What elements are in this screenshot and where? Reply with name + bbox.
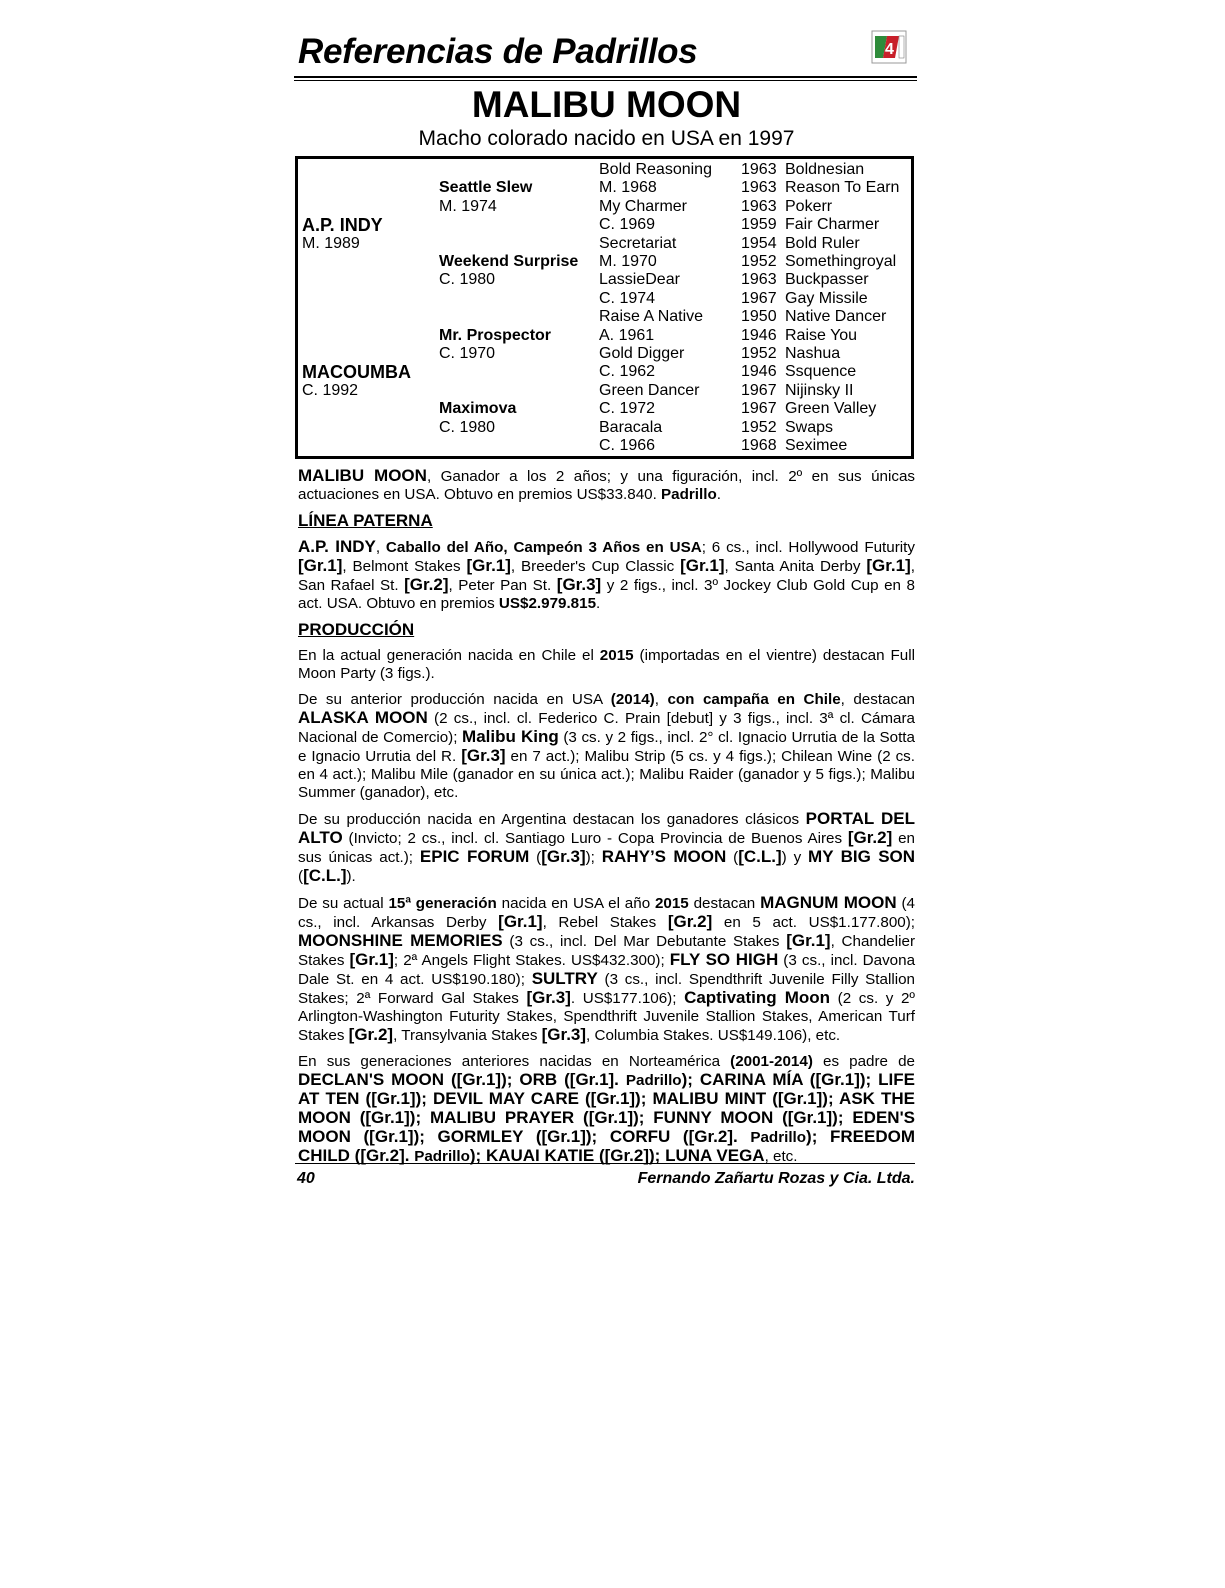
pedigree-gen3-info: A. 1961 — [599, 326, 655, 344]
pedigree-gen4-name: Bold Ruler — [785, 234, 860, 252]
pedigree-gen3-name: Green Dancer — [599, 381, 700, 399]
pedigree-gen2-info: C. 1970 — [439, 345, 496, 362]
pedigree-gen4-year: 1954 — [741, 234, 777, 252]
pedigree-gen3-info: C. 1969 — [599, 216, 656, 234]
horse-subtitle: Macho colorado nacido en USA en 1997 — [418, 127, 795, 150]
summary-paragraph: MALIBU MOON, Ganador a los 2 años; y una figuración, incl. 2º en sus únicas actuaciones en USA. Obtuvo en premios US$33.840. Padrillo. — [298, 466, 915, 503]
summary-horse-name: MALIBU MOON — [298, 466, 427, 485]
pedigree-sire: A.P. INDY — [302, 215, 383, 236]
page-footer — [295, 1163, 915, 1187]
pedigree-gen2-name: Weekend Surprise — [439, 253, 579, 270]
pedigree-gen4-year: 1967 — [741, 381, 777, 399]
pedigree-gen4-year: 1968 — [741, 437, 777, 454]
header-rule — [294, 76, 917, 78]
pedigree-gen4-name: Green Valley — [785, 400, 877, 418]
pedigree-gen4-year: 1963 — [741, 161, 777, 178]
pedigree-dam-info: C. 1992 — [302, 381, 359, 399]
page-header — [298, 28, 915, 80]
pedigree-gen4-name: Seximee — [785, 437, 848, 454]
pedigree-gen3-info: C. 1974 — [599, 289, 656, 307]
pedigree-gen3-info: C. 1972 — [599, 400, 656, 418]
pedigree-gen4-year: 1946 — [741, 363, 777, 381]
logo-icon — [871, 30, 907, 64]
pedigree-gen3-name: Gold Digger — [599, 345, 685, 362]
pedigree-gen4-year: 1963 — [741, 197, 777, 215]
pedigree-gen3-name: Bold Reasoning — [599, 161, 712, 178]
pedigree-gen3-name: Raise A Native — [599, 308, 704, 326]
pedigree-gen2-name: Mr. Prospector — [439, 326, 552, 344]
pedigree-gen4-name: Buckpasser — [785, 271, 869, 289]
produccion-paragraph-3: De su producción nacida en Argentina destacan los ganadores clásicos PORTAL DEL ALTO (Invicto; 2 cs., incl. cl. Santiago Luro - Copa Provincia de Buenos Aires [Gr.2] en sus únicas act.); EPIC FORUM ([Gr.3]); RAHY’S MOON ([C.L.]) y MY BIG SON ([C.L.]). — [298, 809, 916, 885]
pedigree-gen3-name: LassieDear — [599, 271, 680, 289]
pedigree-gen2-info: C. 1980 — [439, 271, 496, 289]
pedigree-gen3-info: M. 1968 — [599, 179, 657, 197]
pedigree-gen4-year: 1959 — [741, 216, 777, 234]
pedigree-gen3-info: M. 1970 — [599, 253, 657, 270]
pedigree-gen3-name: Secretariat — [599, 234, 677, 252]
pedigree-gen4-name: Raise You — [785, 326, 858, 344]
pedigree-gen4-name: Fair Charmer — [785, 216, 880, 234]
pedigree-gen4-name: Nashua — [785, 345, 841, 362]
page-title: Referencias de Padrillos — [298, 32, 698, 71]
produccion-paragraph-5: En sus generaciones anteriores nacidas en Norteamérica (2001-2014) es padre de DECLAN'S MOON ([Gr.1]); ORB ([Gr.1]. Padrillo); CARINA MÍA ([Gr.1]); LIFE AT TEN ([Gr.1]); DEVIL MAY CARE ([Gr.1]); MALIBU MINT ([Gr.1]); ASK THE MOON ([Gr.1]); MALIBU PRAYER ([Gr.1]); FUNNY MOON ([Gr.1]); EDEN'S MOON ([Gr.1]); GORMLEY ([Gr.1]); CORFU ([Gr.2]. Padrillo); FREEDOM CHILD ([Gr.2]. Padrillo); KAUAI KATIE ([Gr.2]); LUNA VEGA, etc. — [298, 1053, 916, 1165]
section-title-produccion: PRODUCCIÓN — [298, 620, 415, 639]
pedigree-gen2-info: C. 1980 — [439, 418, 496, 436]
footer-company: Fernando Zañartu Rozas y Cia. Ltda. — [637, 1170, 915, 1187]
pedigree-gen4-name: Pokerr — [785, 197, 833, 215]
pedigree-gen4-year: 1946 — [741, 326, 777, 344]
pedigree-table — [295, 156, 914, 459]
pedigree-dam: MACOUMBA — [302, 362, 411, 383]
pedigree-sire-info: M. 1989 — [302, 234, 360, 252]
pedigree-gen4-year: 1963 — [741, 271, 777, 289]
header-rule-thin — [294, 80, 917, 81]
pedigree-gen4-name: Ssquence — [785, 363, 857, 381]
pedigree-gen4-name: Gay Missile — [785, 289, 868, 307]
pedigree-gen4-year: 1967 — [741, 400, 777, 418]
pedigree-gen2-name: Seattle Slew — [439, 179, 533, 197]
pedigree-gen2-info: M. 1974 — [439, 197, 497, 215]
section-title-linea: LÍNEA PATERNA — [298, 511, 433, 530]
produccion-paragraph-2: De su anterior producción nacida en USA (2014), con campaña en Chile, destacan ALASKA MOON (2 cs., incl. cl. Federico C. Prain [debut] y 3 figs., incl. 3ª cl. Cámara Nacional de Comercio); Malibu King (3 cs. y 2 figs., incl. 2° cl. Ignacio Urrutia de la Sotta e Ignacio Urrutia del R. [Gr.3] en 7 act.); Malibu Strip (5 cs. y 4 figs.); Chilean Wine (2 cs. en 4 act.); Malibu Mile (ganador en su única act.); Malibu Raider (ganador y 5 figs.); Malibu Summer (ganador), etc. — [298, 691, 915, 801]
produccion-paragraph-1: En la actual generación nacida en Chile el 2015 (importadas en el vientre) destacan Full Moon Party (3 figs.). — [298, 647, 915, 682]
pedigree-gen2-name: Maximova — [439, 400, 517, 418]
produccion-paragraph-4: De su actual 15ª generación nacida en USA el año 2015 destacan MAGNUM MOON (4 cs., incl. Arkansas Derby [Gr.1], Rebel Stakes [Gr.2] en 5 act. US$1.177.800); MOONSHINE MEMORIES (3 cs., incl. Del Mar Debutante Stakes [Gr.1], Chandelier Stakes [Gr.1]; 2ª Angels Flight Stakes. US$432.300); FLY SO HIGH (3 cs., incl. Davona Dale St. en 4 act. US$190.180); SULTRY (3 cs., incl. Spendthrift Juvenile Filly Stallion Stakes; 2ª Forward Gal Stakes [Gr.3]. US$177.106); Captivating Moon (2 cs. y 2º Arlington-Washington Futurity Stakes, Spendthrift Juvenile Stallion Stakes, American Turf Stakes [Gr.2], Transylvania Stakes [Gr.3], Columbia Stakes. US$149.106), etc. — [298, 893, 916, 1044]
pedigree-gen4-name: Reason To Earn — [785, 179, 900, 197]
pedigree-gen4-name: Swaps — [785, 418, 834, 436]
linea-paragraph: A.P. INDY, Caballo del Año, Campeón 3 Años en USA; 6 cs., incl. Hollywood Futurity [Gr.1], Belmont Stakes [Gr.1], Breeder's Cup Classic [Gr.1], Santa Anita Derby [Gr.1], San Rafael St. [Gr.2], Peter Pan St. [Gr.3] y 2 figs., incl. 3º Jockey Club Gold Cup en 8 act. USA. Obtuvo en premios US$2.979.815. — [298, 537, 916, 612]
pedigree-gen4-year: 1952 — [741, 345, 777, 362]
pedigree-gen4-name: Boldnesian — [785, 161, 865, 178]
page-number: 40 — [297, 1170, 315, 1187]
pedigree-gen3-info: C. 1966 — [599, 437, 656, 454]
pedigree-gen4-year: 1967 — [741, 289, 777, 307]
pedigree-gen4-year: 1963 — [741, 179, 777, 197]
page — [298, 28, 915, 1174]
pedigree-gen4-year: 1952 — [741, 418, 777, 436]
pedigree-gen4-year: 1950 — [741, 308, 777, 326]
pedigree-gen4-year: 1952 — [741, 253, 777, 270]
pedigree-gen3-name: Baracala — [599, 418, 663, 436]
pedigree-gen3-name: My Charmer — [599, 197, 688, 215]
pedigree-gen4-name: Native Dancer — [785, 308, 887, 326]
pedigree-gen4-name: Somethingroyal — [785, 253, 897, 270]
svg-text:4: 4 — [885, 41, 894, 58]
text-body — [298, 467, 915, 1166]
pedigree-gen3-info: C. 1962 — [599, 363, 656, 381]
horse-name: MALIBU MOON — [471, 84, 742, 125]
pedigree-gen4-name: Nijinsky II — [785, 381, 854, 399]
